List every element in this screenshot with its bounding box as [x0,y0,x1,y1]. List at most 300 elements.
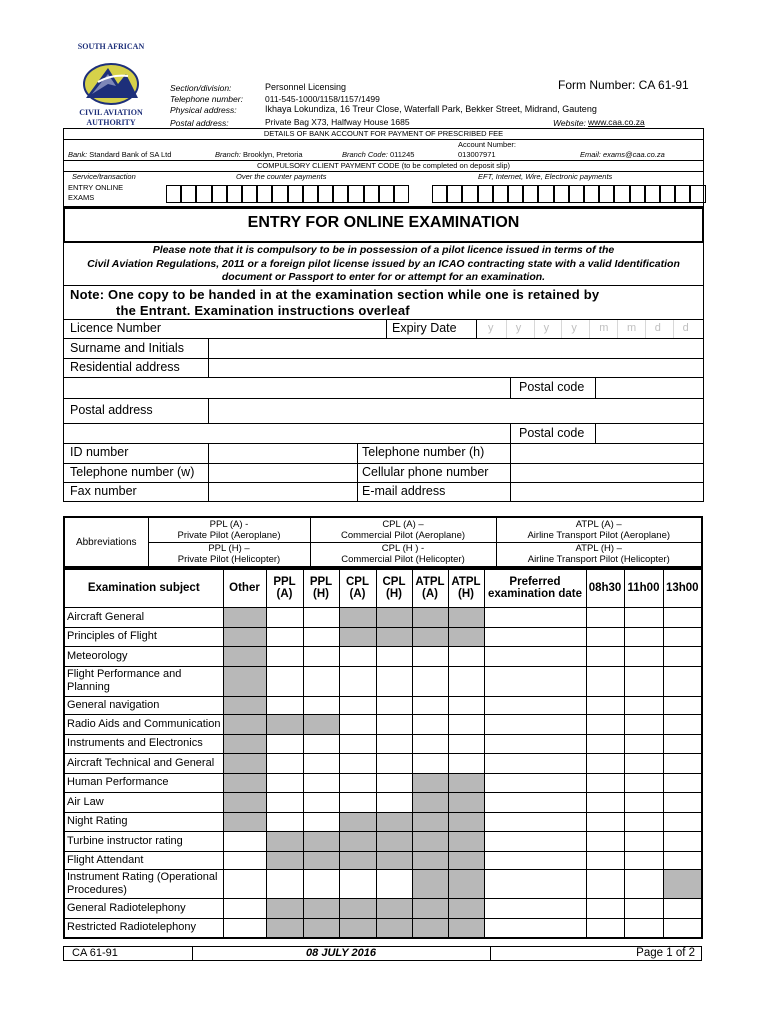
email-field[interactable] [511,483,703,501]
payment-code-box[interactable] [348,185,363,203]
abbr-ppl-h: PPL (H) – Private Pilot (Helicopter) [148,542,310,567]
surname-field[interactable] [209,339,703,357]
exam-selection-cell[interactable] [484,792,586,812]
exam-selection-cell [448,792,484,812]
exam-row [64,627,702,646]
exam-row [64,851,702,869]
exam-selection-cell[interactable] [303,666,339,696]
exam-selection-cell[interactable] [339,714,376,734]
exam-selection-cell[interactable] [484,812,586,831]
exam-selection-cell[interactable] [484,898,586,918]
exam-selection-cell[interactable] [586,831,624,851]
exam-selection-cell[interactable] [303,812,339,831]
exam-row [64,898,702,918]
exam-selection-cell[interactable] [663,627,702,646]
exam-selection-cell [376,607,412,627]
payment-code-box[interactable] [333,185,348,203]
exam-selection-cell[interactable] [412,714,448,734]
exam-selection-cell[interactable] [663,773,702,792]
exam-row [64,792,702,812]
exam-selection-cell[interactable] [339,666,376,696]
exam-selection-cell[interactable] [624,696,663,714]
exam-selection-cell[interactable] [624,753,663,773]
expiry-date-slot: y [488,322,494,334]
exam-selection-cell[interactable] [412,666,448,696]
exam-selection-cell[interactable] [339,734,376,753]
exam-selection-cell[interactable] [663,851,702,869]
exam-selection-cell[interactable] [266,627,303,646]
exam-selection-cell [266,898,303,918]
exam-row [64,646,702,666]
payment-code-box[interactable] [569,185,584,203]
exam-selection-cell[interactable] [223,918,266,938]
postal-code-field-1[interactable] [596,378,703,397]
exam-selection-cell [663,869,702,898]
exam-selection-cell[interactable] [412,734,448,753]
exam-selection-cell[interactable] [663,696,702,714]
payment-code-box[interactable] [508,185,523,203]
exam-selection-cell[interactable] [484,696,586,714]
abbr-ppl-a: PPL (A) - Private Pilot (Aeroplane) [148,517,310,542]
postal-label: Postal address: [170,118,229,128]
exam-selection-cell[interactable] [663,918,702,938]
exam-selection-cell [448,627,484,646]
abbr-cpl-a: CPL (A) – Commercial Pilot (Aeroplane) [310,517,496,542]
exam-column-header: CPL (H) [376,569,412,607]
exam-selection-cell[interactable] [448,646,484,666]
exam-selection-cell[interactable] [586,646,624,666]
exam-selection-cell[interactable] [624,918,663,938]
exam-selection-cell [412,918,448,938]
exam-selection-cell[interactable] [266,773,303,792]
exam-selection-cell [412,792,448,812]
exam-selection-cell[interactable] [303,607,339,627]
exam-selection-cell[interactable] [223,869,266,898]
postal-address-label: Postal address [70,403,153,417]
expiry-date-slot: d [654,322,661,334]
exam-selection-cell [339,607,376,627]
payment-code-box[interactable] [447,185,462,203]
payment-code-box[interactable] [660,185,675,203]
exam-selection-cell [376,831,412,851]
payment-code-box[interactable] [288,185,303,203]
payment-code-box[interactable] [257,185,272,203]
exam-selection-cell[interactable] [484,666,586,696]
payment-code-box[interactable] [242,185,257,203]
exam-selection-cell[interactable] [339,792,376,812]
exam-column-header: PPL (A) [266,569,303,607]
exam-selection-cell[interactable] [624,831,663,851]
abbr-atpl-h: ATPL (H) – Airline Transport Pilot (Helicopter) [496,542,702,567]
exam-selection-cell[interactable] [663,753,702,773]
exam-selection-cell [223,666,266,696]
exam-selection-cell[interactable] [484,646,586,666]
payment-code-box[interactable] [196,185,211,203]
exam-selection-cell [266,918,303,938]
exam-selection-cell[interactable] [624,627,663,646]
exam-selection-cell[interactable] [266,607,303,627]
exam-selection-cell [223,753,266,773]
tel-h-label: Telephone number (h) [362,445,485,459]
tel-w-label: Telephone number (w) [70,465,195,479]
cell-field[interactable] [511,464,703,482]
exam-selection-cell [339,812,376,831]
exam-selection-cell[interactable] [624,812,663,831]
exam-selection-cell [448,918,484,938]
otc-label: Over the counter payments [236,172,327,181]
exam-row [64,696,702,714]
exam-selection-cell[interactable] [376,753,412,773]
exam-selection-cell[interactable] [586,696,624,714]
exam-selection-cell [339,627,376,646]
exam-selection-cell [303,898,339,918]
exam-selection-cell [223,812,266,831]
exam-selection-cell[interactable] [303,627,339,646]
exam-row [64,666,702,696]
postal-code-label-2: Postal code [519,426,585,440]
expiry-date-label: Expiry Date [392,321,457,335]
exam-selection-cell[interactable] [412,696,448,714]
residential-label: Residential address [70,360,180,374]
exam-selection-cell[interactable] [586,627,624,646]
exam-selection-cell [266,714,303,734]
bank-title: DETAILS OF BANK ACCOUNT FOR PAYMENT OF PRESCRIBED FEE [263,129,504,138]
exam-selection-cell[interactable] [663,792,702,812]
exam-selection-cell[interactable] [586,918,624,938]
branch-code: Branch Code: 011245 [342,150,415,159]
payment-code-box[interactable] [227,185,242,203]
telephone-label: Telephone number: [170,94,243,104]
exam-selection-cell[interactable] [339,753,376,773]
exam-selection-cell[interactable] [448,734,484,753]
exam-selection-cell[interactable] [412,753,448,773]
exam-selection-cell[interactable] [266,792,303,812]
payment-code-box[interactable] [303,185,318,203]
website-link[interactable]: www.caa.co.za [588,117,645,127]
payment-code-box[interactable] [318,185,333,203]
exam-selection-cell[interactable] [266,696,303,714]
payment-code-box[interactable] [675,185,690,203]
exam-selection-cell [266,851,303,869]
exam-selection-cell[interactable] [624,773,663,792]
section-label: Section/division: [170,83,232,93]
exam-row [64,869,702,898]
exam-selection-cell [448,898,484,918]
exam-selection-cell[interactable] [663,734,702,753]
page-title: ENTRY FOR ONLINE EXAMINATION [247,214,520,231]
payment-code-box[interactable] [432,185,447,203]
exam-selection-cell[interactable] [484,773,586,792]
exam-selection-cell[interactable] [586,869,624,898]
exam-selection-cell[interactable] [339,696,376,714]
exam-subject: Aircraft Technical and General [64,753,223,773]
exam-row [64,918,702,938]
exam-selection-cell [412,812,448,831]
exam-selection-cell[interactable] [586,666,624,696]
exam-subject: Radio Aids and Communication [64,714,223,734]
exam-selection-cell [223,734,266,753]
surname-label: Surname and Initials [70,341,184,355]
exam-selection-cell[interactable] [586,773,624,792]
id-number-label: ID number [70,445,129,459]
exam-selection-cell[interactable] [448,696,484,714]
exam-selection-cell[interactable] [586,734,624,753]
exam-subject: Aircraft General [64,607,223,627]
exam-selection-cell[interactable] [586,607,624,627]
logo-top-text: SOUTH AFRICAN [77,42,145,51]
exam-column-header: ATPL (H) [448,569,484,607]
exam-column-header: 11h00 [624,569,663,607]
exam-selection-cell[interactable] [448,753,484,773]
exam-selection-cell [412,851,448,869]
exam-selection-cell[interactable] [624,714,663,734]
exam-selection-cell[interactable] [303,792,339,812]
expiry-date-slot: m [627,322,637,334]
note-text: Note: One copy to be handed in at the examination section while one is retained by the Entrant. Examination instructions overleaf [70,287,600,318]
exam-selection-cell[interactable] [663,646,702,666]
exam-selection-cell[interactable] [376,734,412,753]
exam-selection-cell[interactable] [266,812,303,831]
expiry-date-slot: m [599,322,609,334]
exam-selection-cell [448,773,484,792]
exam-selection-cell [339,898,376,918]
payment-code-box[interactable] [272,185,287,203]
exam-selection-cell[interactable] [586,792,624,812]
exam-column-header: 13h00 [663,569,702,607]
exam-selection-cell [376,812,412,831]
exam-selection-cell [266,831,303,851]
exam-row [64,734,702,753]
payment-code-box[interactable] [538,185,553,203]
notice-text: Please note that it is compulsory to be in possession of a pilot licence issued in terms of the Civil Aviation Regulations, 2011 or a foreign pilot license issued by an ICAO contracting state with a valid Identification document or Passport to enter for or attempt for an examination. [87,244,680,283]
exam-selection-cell[interactable] [303,773,339,792]
exam-selection-cell[interactable] [484,831,586,851]
payment-code-box[interactable] [645,185,660,203]
exam-selection-cell[interactable] [303,696,339,714]
exam-selection-cell[interactable] [303,753,339,773]
exam-subject: General navigation [64,696,223,714]
email-label: E-mail address [362,484,446,498]
logo-bottom-text-1: CIVIL AVIATION [79,108,143,117]
exam-subject: Air Law [64,792,223,812]
abbr-cpl-h: CPL (H ) - Commercial Pilot (Helicopter) [310,542,496,567]
exam-selection-cell[interactable] [303,869,339,898]
exam-selection-cell [339,918,376,938]
exam-selection-cell [376,918,412,938]
website-label: Website: [553,118,586,128]
payment-code-box[interactable] [554,185,569,203]
exam-subject: Principles of Flight [64,627,223,646]
exam-selection-cell[interactable] [663,714,702,734]
exam-selection-cell[interactable] [303,734,339,753]
exam-selection-cell [412,607,448,627]
licence-number-field[interactable] [208,320,386,338]
exam-selection-cell [412,869,448,898]
exam-selection-cell[interactable] [484,918,586,938]
exam-row [64,753,702,773]
payment-code-title: COMPULSORY CLIENT PAYMENT CODE (to be completed on deposit slip) [256,161,510,170]
exam-selection-cell [339,831,376,851]
exam-selection-cell[interactable] [223,851,266,869]
exam-selection-cell[interactable] [624,898,663,918]
bird-emblem-icon [78,54,144,110]
exam-selection-cell[interactable] [484,627,586,646]
telephone-value: 011-545-1000/1158/1157/1499 [265,94,380,104]
exam-selection-cell[interactable] [266,869,303,898]
exam-selection-cell[interactable] [663,831,702,851]
exam-selection-cell[interactable] [266,753,303,773]
id-number-field[interactable] [209,444,356,462]
exam-selection-cell[interactable] [663,607,702,627]
exam-selection-cell[interactable] [586,753,624,773]
exam-selection-cell[interactable] [376,792,412,812]
exam-selection-cell[interactable] [376,773,412,792]
payment-code-box[interactable] [493,185,508,203]
exam-selection-cell[interactable] [448,666,484,696]
exam-selection-cell [376,627,412,646]
exam-selection-cell[interactable] [484,753,586,773]
exam-selection-cell [412,627,448,646]
exam-selection-cell[interactable] [376,869,412,898]
eft-label: EFT, Internet, Wire, Electronic payments [478,172,613,181]
examination-table [63,568,703,939]
exam-selection-cell[interactable] [624,792,663,812]
exam-selection-cell[interactable] [412,646,448,666]
licence-number-label: Licence Number [70,321,162,335]
exam-subject: Instruments and Electronics [64,734,223,753]
exam-selection-cell[interactable] [624,666,663,696]
exam-selection-cell[interactable] [484,851,586,869]
postal-code-label-1: Postal code [519,380,585,394]
payment-code-box[interactable] [599,185,614,203]
postal-value: Private Bag X73, Halfway House 1685 [265,117,410,127]
exam-selection-cell[interactable] [266,734,303,753]
service-label: Service/transaction [72,172,136,181]
payment-code-box[interactable] [181,185,196,203]
exam-selection-cell[interactable] [484,714,586,734]
exam-selection-cell[interactable] [586,898,624,918]
exam-selection-cell [303,851,339,869]
exam-selection-cell [223,607,266,627]
exam-selection-cell[interactable] [448,714,484,734]
exam-selection-cell[interactable] [339,773,376,792]
exam-selection-cell[interactable] [339,646,376,666]
exam-selection-cell [448,831,484,851]
exam-selection-cell [223,646,266,666]
account-number: 013007971 [458,150,496,159]
exam-selection-cell[interactable] [339,869,376,898]
abbreviations-table [63,516,703,568]
exam-column-header: Examination subject [64,569,223,607]
section-value: Personnel Licensing [265,82,347,92]
expiry-date-slot: y [543,322,550,334]
exam-subject: Turbine instructor rating [64,831,223,851]
exam-selection-cell[interactable] [266,666,303,696]
exam-selection-cell[interactable] [663,898,702,918]
exam-selection-cell[interactable] [376,666,412,696]
entry-online-label: ENTRY ONLINE EXAMS [68,183,124,202]
expiry-date-slot: y [515,322,522,334]
tel-h-field[interactable] [511,444,703,462]
payment-code-box[interactable] [166,185,181,203]
exam-column-header: PPL (H) [303,569,339,607]
payment-code-box[interactable] [364,185,379,203]
payment-code-box[interactable] [379,185,394,203]
physical-label: Physical address: [170,105,237,115]
exam-subject: Instrument Rating (Operational Procedures) [64,869,223,898]
payment-code-box[interactable] [690,185,705,203]
exam-selection-cell[interactable] [624,851,663,869]
exam-selection-cell[interactable] [586,851,624,869]
exam-selection-cell[interactable] [484,869,586,898]
exam-selection-cell[interactable] [223,898,266,918]
exam-selection-cell [448,851,484,869]
form-number: Form Number: CA 61-91 [558,78,689,92]
exam-selection-cell[interactable] [586,812,624,831]
exam-column-header: ATPL (A) [412,569,448,607]
exam-selection-cell [448,869,484,898]
exam-selection-cell [223,773,266,792]
exam-row [64,831,702,851]
exam-selection-cell[interactable] [376,646,412,666]
tel-w-field[interactable] [209,464,356,482]
exam-selection-cell [303,918,339,938]
exam-subject: Meteorology [64,646,223,666]
exam-selection-cell[interactable] [624,646,663,666]
exam-selection-cell[interactable] [663,666,702,696]
exam-selection-cell[interactable] [624,607,663,627]
caa-logo [66,42,156,132]
exam-row [64,714,702,734]
exam-selection-cell[interactable] [376,714,412,734]
exam-selection-cell [412,831,448,851]
exam-selection-cell[interactable] [624,869,663,898]
exam-row [64,773,702,792]
exam-selection-cell[interactable] [303,646,339,666]
payment-code-box[interactable] [462,185,477,203]
exam-column-header: Preferred examination date [484,569,586,607]
payment-code-box[interactable] [212,185,227,203]
payment-code-box[interactable] [478,185,493,203]
payment-code-box[interactable] [394,185,409,203]
bank-label: Bank: Standard Bank of SA Ltd [68,150,172,159]
expiry-date-slot: y [571,322,577,334]
exam-selection-cell[interactable] [484,607,586,627]
exam-selection-cell[interactable] [376,696,412,714]
exam-selection-cell[interactable] [624,734,663,753]
expiry-date-slot: d [682,322,689,334]
exam-selection-cell[interactable] [484,734,586,753]
exam-subject: Restricted Radiotelephony [64,918,223,938]
expiry-date-field[interactable] [478,320,703,338]
exam-subject: General Radiotelephony [64,898,223,918]
footer-date: 08 JULY 2016 [306,947,376,959]
exam-selection-cell[interactable] [223,831,266,851]
payment-code-box[interactable] [523,185,538,203]
exam-selection-cell [303,831,339,851]
exam-selection-cell[interactable] [586,714,624,734]
abbr-atpl-a: ATPL (A) – Airline Transport Pilot (Aeroplane) [496,517,702,542]
payment-code-box[interactable] [630,185,645,203]
exam-selection-cell[interactable] [663,812,702,831]
payment-code-box[interactable] [584,185,599,203]
payment-code-box[interactable] [614,185,629,203]
exam-column-header: Other [223,569,266,607]
fax-field[interactable] [209,483,356,501]
exam-selection-cell[interactable] [266,646,303,666]
postal-code-field-2[interactable] [596,424,703,442]
exam-selection-cell [303,714,339,734]
